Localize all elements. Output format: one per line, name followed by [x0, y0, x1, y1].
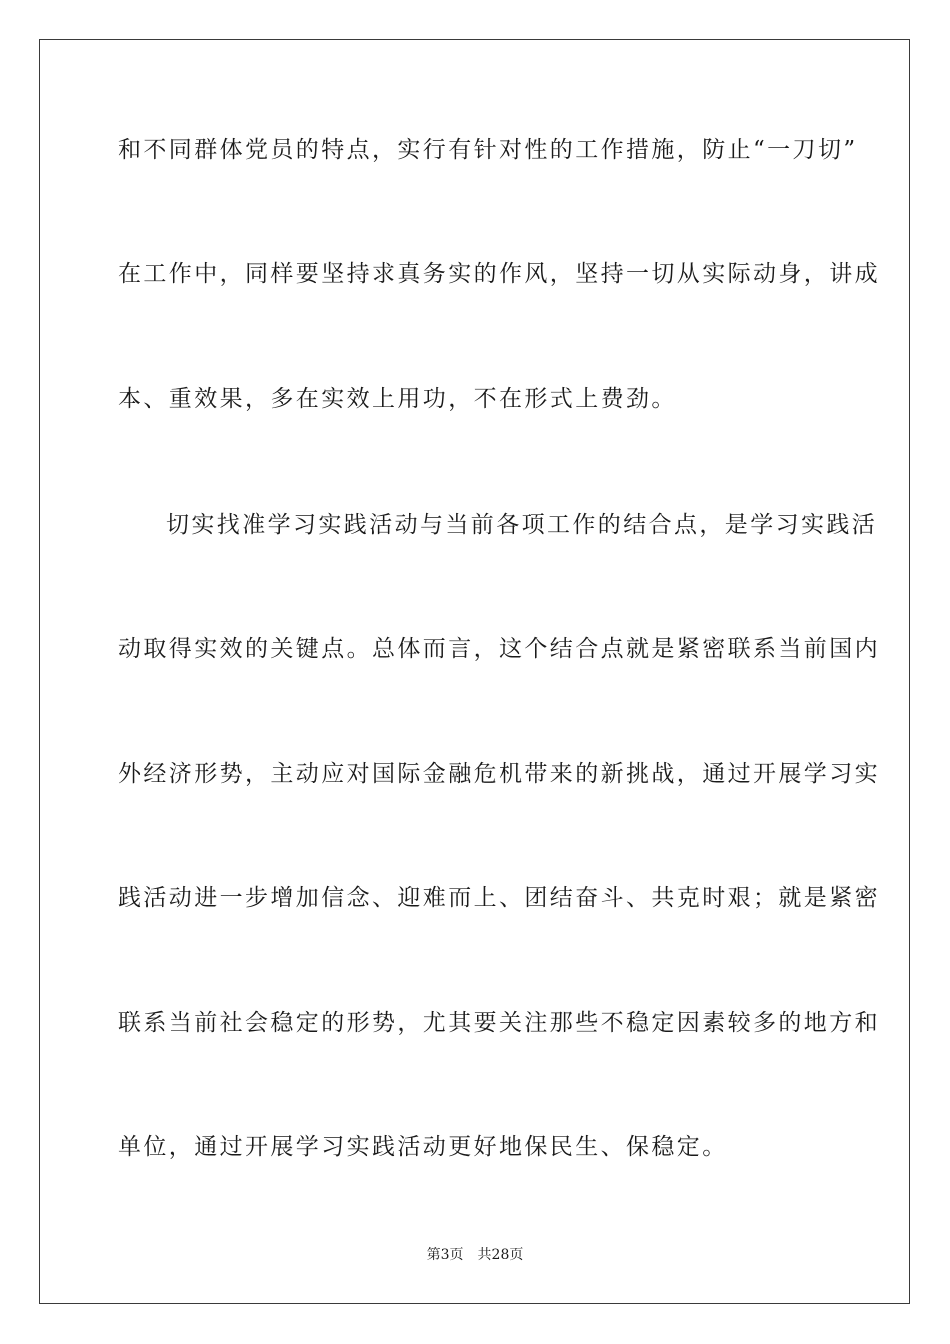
- page-footer: [0, 1244, 950, 1264]
- body-text-line: 践活动进一步增加信念、迎难而上、团结奋斗、共克时艰；就是紧密: [118, 885, 880, 911]
- body-text-line: 单位，通过开展学习实践活动更好地保民生、保稳定。: [118, 1134, 728, 1160]
- paragraph-first-line: 切实找准学习实践活动与当前各项工作的结合点，是学习实践活: [166, 512, 878, 538]
- total-pages: 共28页: [477, 1247, 524, 1263]
- page-number: 第3页: [426, 1247, 464, 1263]
- body-text-line: 外经济形势，主动应对国际金融危机带来的新挑战，通过开展学习实: [118, 761, 880, 787]
- body-text-line: 联系当前社会稳定的形势，尤其要关注那些不稳定因素较多的地方和: [118, 1010, 880, 1036]
- page-border: [39, 39, 910, 1304]
- body-text-line: 本、重效果，多在实效上用功，不在形式上费劲。: [118, 386, 677, 412]
- body-text-line: 在工作中，同样要坚持求真务实的作风，坚持一切从实际动身，讲成: [118, 261, 880, 287]
- body-text-line: 动取得实效的关键点。总体而言，这个结合点就是紧密联系当前国内: [118, 636, 880, 662]
- body-text-line: 和不同群体党员的特点，实行有针对性的工作措施，防止“一刀切”: [118, 137, 858, 163]
